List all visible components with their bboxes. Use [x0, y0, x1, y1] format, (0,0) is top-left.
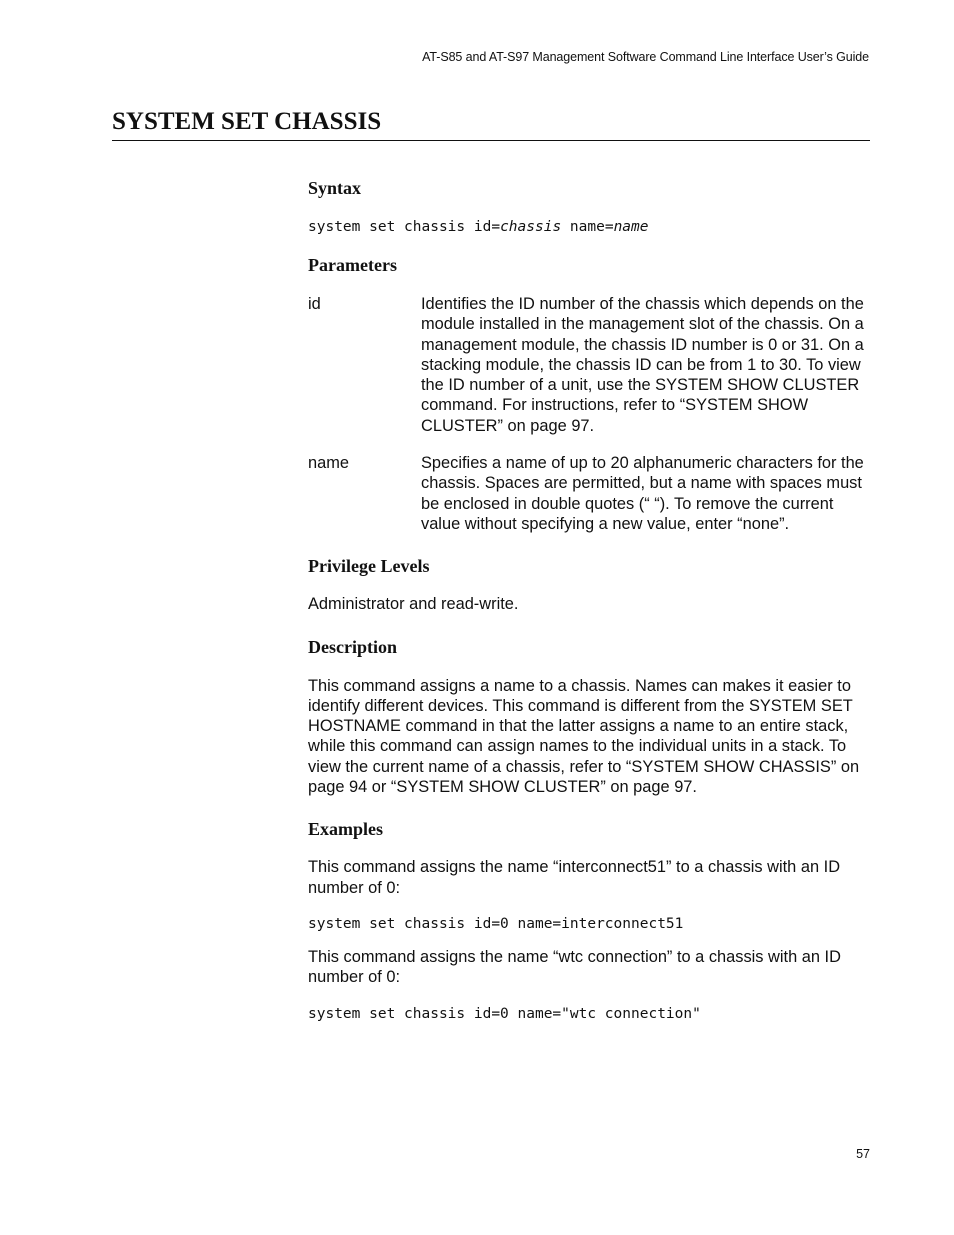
- param-name: id: [308, 295, 321, 313]
- page-title: SYSTEM SET CHASSIS: [112, 108, 382, 135]
- param-description: Identifies the ID number of the chassis which depends on the module installed in the management slot of the chassis. On a management module, the chassis ID number is 0 or 31. On a stacking module, the chassis ID can be from 1 to 30. To view the ID number of a unit, use the SYSTEM SHOW CLUSTER command. For instructions, refer to “SYSTEM SHOW CLUSTER” on page 97.: [421, 295, 864, 435]
- example-text: This command assigns the name “interconnect51” to a chassis with an ID number of 0:: [308, 858, 841, 897]
- running-header: AT-S85 and AT-S97 Management Software Command Line Interface User’s Guide: [422, 50, 869, 64]
- privilege-heading: Privilege Levels: [308, 556, 430, 577]
- description-text: This command assigns a name to a chassis. Names can makes it easier to identify different devices. This command is different from the SYSTEM SET HOSTNAME command in that the latter assigns a name to an entire stack, while this command can assign names to the individual units in a stack. To view the current name of a chassis, refer to “SYSTEM SHOW CHASSIS” on page 94 or “SYSTEM SHOW CLUSTER” on page 97.: [308, 676, 860, 797]
- syntax-command: [308, 217, 870, 237]
- examples-heading: Examples: [308, 819, 384, 840]
- syntax-arg-chassis: chassis: [500, 219, 562, 235]
- syntax-heading: Syntax: [308, 178, 362, 198]
- parameters-heading: Parameters: [308, 255, 397, 275]
- description-heading: Description: [308, 636, 397, 657]
- title-rule: [112, 140, 870, 141]
- param-description: Specifies a name of up to 20 alphanumeric characters for the chassis. Spaces are permitted, but a name with spaces must be enclosed in double quotes (“ “). To remove the current value without specifying a new value, enter “none”.: [421, 454, 864, 533]
- syntax-arg-name: name: [613, 219, 649, 235]
- syntax-prefix: system set chassis id=: [308, 219, 501, 235]
- privilege-text: Administrator and read-write.: [308, 595, 519, 614]
- page-number: 57: [856, 1147, 870, 1161]
- example-code: system set chassis id=0 name="wtc connection": [308, 1005, 701, 1022]
- content-column: [308, 176, 870, 1024]
- example-text: This command assigns the name “wtc connection” to a chassis with an ID number of 0:: [308, 947, 841, 987]
- param-row-id: [308, 294, 870, 436]
- syntax-mid: name=: [561, 219, 614, 235]
- param-row-name: [308, 453, 870, 534]
- param-name: name: [308, 454, 350, 473]
- example-code: system set chassis id=0 name=interconnect51: [308, 915, 684, 932]
